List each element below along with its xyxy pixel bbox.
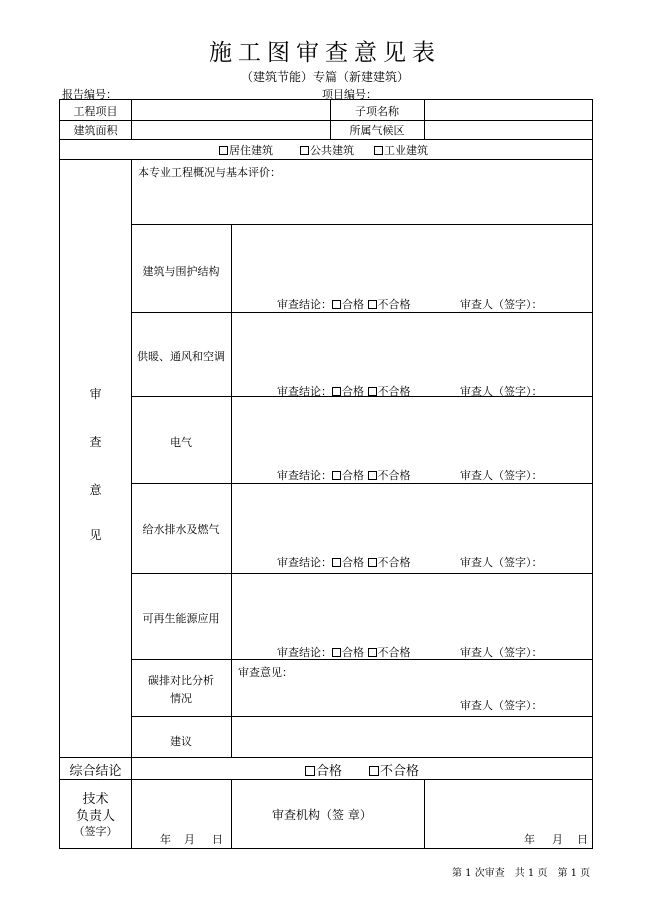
- conclusion-row: 审查结论： 合格 不合格: [277, 298, 411, 311]
- checkbox-icon[interactable]: [332, 387, 341, 396]
- checkbox-icon: [374, 146, 383, 155]
- tech-lead-signature-note: （签字）: [73, 825, 118, 838]
- project-number-label: 项目编号：: [322, 88, 377, 101]
- checkbox-icon: [369, 766, 379, 776]
- summary-fail-option[interactable]: 不合格: [369, 760, 419, 779]
- tech-lead-date-year: 年: [160, 833, 171, 846]
- checkbox-icon[interactable]: [368, 648, 377, 657]
- review-form-table: [59, 99, 593, 849]
- checkbox-icon[interactable]: [332, 648, 341, 657]
- page-footer: 第 1 次审查 共 1 页 第 1 页: [452, 868, 591, 879]
- opinion-label: 审查意见：: [238, 666, 293, 679]
- summary-pass-option[interactable]: 合格: [305, 760, 342, 779]
- overview-label: 本专业工程概况与基本评价：: [138, 166, 281, 179]
- climate-zone-label: 所属气候区: [349, 124, 405, 137]
- checkbox-icon[interactable]: [368, 558, 377, 567]
- checkbox-icon[interactable]: [368, 387, 377, 396]
- summary-label: 综合结论: [69, 764, 122, 779]
- checkbox-icon[interactable]: [332, 558, 341, 567]
- sub-item-label: 子项名称: [355, 105, 399, 118]
- review-item-label: 可再生能源应用: [142, 612, 220, 625]
- review-section-char-3: 意: [89, 483, 102, 497]
- suggestion-label: 建议: [170, 735, 192, 748]
- org-date-year: 年: [524, 833, 535, 846]
- org-date-day: 日: [577, 833, 588, 846]
- review-item-label: 供暖、通风和空调: [137, 350, 225, 363]
- review-item-label: 建筑与围护结构: [142, 265, 220, 278]
- tech-lead-date-day: 日: [212, 833, 223, 846]
- tech-lead-label: 技术: [82, 792, 109, 807]
- review-org-seal-label: 审查机构（签 章）: [272, 808, 372, 822]
- checkbox-icon: [219, 146, 228, 155]
- building-type-residential[interactable]: 居住建筑: [219, 142, 273, 158]
- reviewer-signature-label: 审查人（签字）：: [460, 298, 543, 311]
- tech-lead-date-month: 月: [184, 833, 195, 846]
- checkbox-icon[interactable]: [332, 471, 341, 480]
- reviewer-signature-label: 审查人（签字）：: [460, 699, 543, 712]
- conclusion-row: 审查结论： 合格 不合格: [277, 556, 411, 569]
- carbon-analysis-label: 碳排对比分析: [148, 674, 214, 687]
- carbon-analysis-label-line2: 情况: [170, 692, 192, 705]
- reviewer-signature-label: 审查人（签字）：: [460, 385, 543, 398]
- area-label: 建筑面积: [73, 124, 118, 137]
- reviewer-signature-label: 审查人（签字）：: [460, 469, 543, 482]
- checkbox-icon: [300, 146, 309, 155]
- review-section-char-2: 查: [89, 435, 102, 449]
- reviewer-signature-label: 审查人（签字）：: [460, 556, 543, 569]
- review-item-label: 给水排水及燃气: [142, 523, 220, 536]
- checkbox-icon: [305, 766, 315, 776]
- org-date-month: 月: [552, 833, 563, 846]
- review-section-char-4: 见: [89, 528, 102, 542]
- checkbox-icon[interactable]: [368, 471, 377, 480]
- project-label: 工程项目: [73, 105, 118, 118]
- conclusion-row: 审查结论： 合格 不合格: [277, 385, 411, 398]
- building-type-public[interactable]: 公共建筑: [300, 142, 354, 158]
- page-title: 施工图审查意见表: [209, 40, 441, 66]
- report-number-label: 报告编号：: [62, 88, 117, 101]
- checkbox-icon[interactable]: [368, 300, 377, 309]
- conclusion-row: 审查结论： 合格 不合格: [277, 469, 411, 482]
- tech-lead-label-line2: 负责人: [75, 809, 115, 824]
- page-subtitle: （建筑节能）专篇（新建建筑）: [240, 70, 409, 84]
- conclusion-row: 审查结论： 合格 不合格: [277, 646, 411, 659]
- checkbox-icon[interactable]: [332, 300, 341, 309]
- building-type-industrial[interactable]: 工业建筑: [374, 142, 428, 158]
- review-item-label: 电气: [170, 436, 192, 449]
- review-section-char-1: 审: [89, 387, 102, 401]
- reviewer-signature-label: 审查人（签字）：: [460, 646, 543, 659]
